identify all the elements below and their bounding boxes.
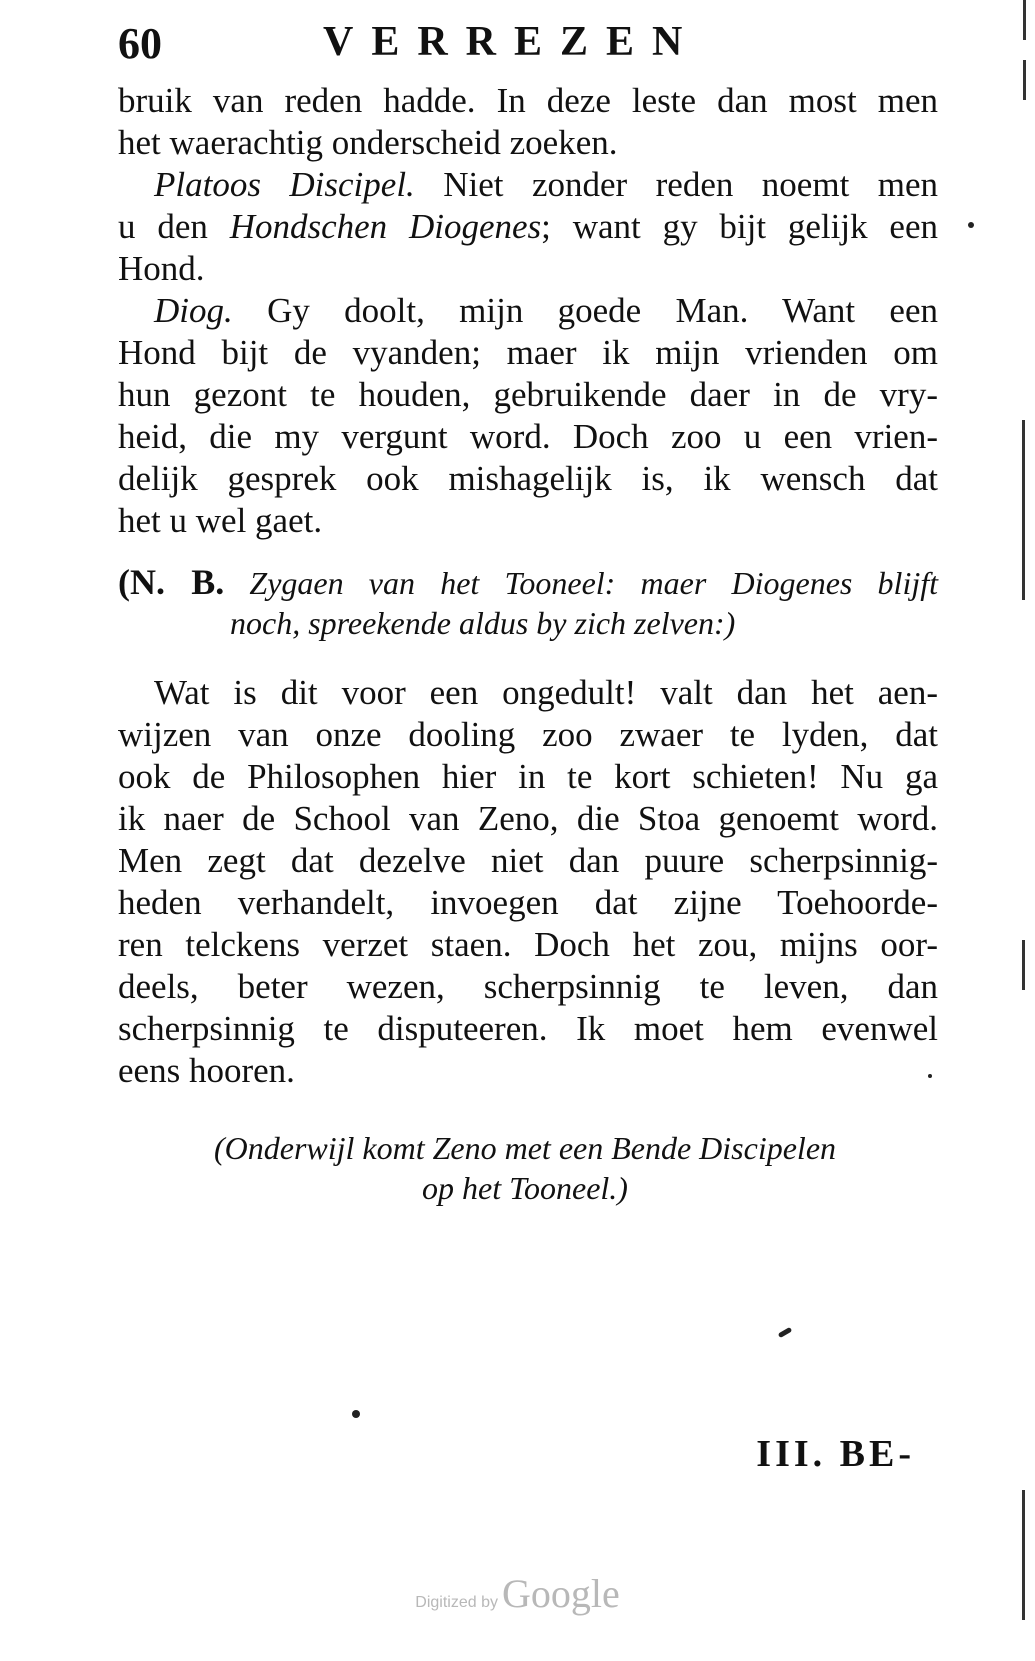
catchword: III. BE- (756, 1433, 915, 1475)
page-edge-mark (1022, 420, 1025, 600)
text-line: ik naer de School van Zeno, die Stoa genoemt word. (118, 799, 938, 838)
text-line: Hond bijt de vyanden; maer ik mijn vrienden om (118, 333, 938, 372)
text-line: bruik van reden hadde. In deze leste dan most men (118, 81, 938, 120)
page-edge-mark (1022, 940, 1025, 990)
text-line: Wat is dit voor een ongedult! valt dan het aen- (154, 673, 938, 712)
watermark-small-text: Digitized by (415, 1594, 498, 1611)
page-edge-mark (1023, 0, 1026, 40)
text-line: ook de Philosophen hier in te kort schieten! Nu ga (118, 757, 938, 796)
page-edge-mark (1023, 60, 1026, 100)
text-line: het u wel gaet. (118, 501, 323, 540)
text-span: Niet zonder reden noemt men (414, 165, 938, 204)
page-header (118, 18, 938, 78)
text-line: wijzen van onze dooling zoo zwaer te lyden, dat (118, 715, 938, 754)
text-line (118, 164, 938, 206)
ink-speck (352, 1410, 360, 1418)
text-line: heden verhandelt, invoegen dat zijne Toehoorde- (118, 883, 938, 922)
text-line: het waerachtig onderscheid zoeken. (118, 123, 618, 162)
page-number: 60 (118, 19, 162, 68)
text-line: ren telckens verzet staen. Doch het zou, mijns oor- (118, 925, 938, 964)
ink-speck (928, 1074, 932, 1078)
text-line: delijk gesprek ook mishagelijk is, ik wensch dat (118, 459, 938, 498)
page-edge-mark (1022, 1490, 1025, 1620)
text-line: (Onderwijl komt Zeno met een Bende Discipelen (213, 1130, 837, 1166)
text-span: u den (118, 207, 230, 246)
ink-speck (968, 222, 974, 228)
stage-direction-1 (118, 562, 938, 643)
paragraph-4 (118, 672, 938, 1092)
text-line: heid, die my vergunt word. Doch zoo u een vrien- (118, 417, 938, 456)
paragraph-1 (118, 80, 938, 164)
text-line: deels, beter wezen, scherpsinnig te leven, dan (118, 967, 938, 1006)
text-line: scherpsinnig te disputeeren. Ik moet hem evenwel (118, 1009, 938, 1048)
text-line: hun gezont te houden, gebruikende daer in de vry- (118, 375, 938, 414)
digitization-watermark (0, 1570, 1035, 1617)
text-line: Hond. (118, 249, 205, 288)
text-line (118, 562, 938, 603)
text-line: op het Tooneel.) (422, 1170, 628, 1206)
nota-bene-label: (N. B. (118, 562, 225, 602)
text-line: eens hooren. (118, 1051, 295, 1090)
watermark-logo-text: Google (501, 1571, 620, 1616)
italic-name: Hondschen Diogenes (229, 207, 542, 246)
text-span: ; want gy bijt gelijk een (541, 207, 938, 246)
text-line: Men zegt dat dezelve niet dan puure scherpsinnig- (118, 841, 938, 880)
paragraph-3 (118, 290, 938, 542)
speaker-label: Diog. (154, 291, 233, 330)
text-line (118, 290, 938, 332)
text-line: noch, spreekende aldus by zich zelven:) (230, 605, 736, 641)
text-line (118, 206, 938, 248)
ink-speck (778, 1327, 793, 1338)
running-title: VERREZEN (323, 19, 701, 65)
text-span: Gy doolt, mijn goede Man. Want een (232, 291, 938, 330)
stage-direction-2 (175, 1128, 875, 1208)
paragraph-2 (118, 164, 938, 290)
text-span: Zygaen van het Tooneel: maer Diogenes blijft (224, 565, 939, 601)
speaker-label: Platoos Discipel. (154, 165, 415, 204)
